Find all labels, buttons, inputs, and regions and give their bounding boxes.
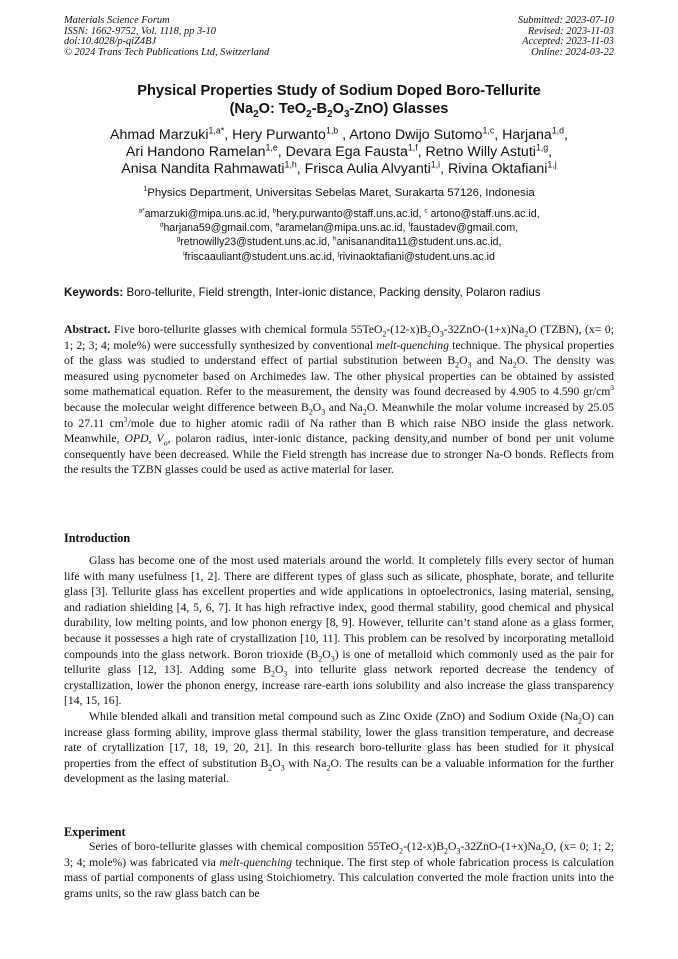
journal-doi: doi:10.4028/p-qiZ4BJ [64,36,157,48]
journal-name: Materials Science Forum [64,15,170,26]
author-name: Harjana [502,127,552,143]
keywords [64,286,624,300]
experiment-body [64,839,614,901]
publication-dates [518,16,614,58]
keywords-text: Boro-tellurite, Field strength, Inter-ionic distance, Packing density, Polaron radius [123,286,541,299]
author-name: Hery Purwanto [232,127,326,143]
author-line-1: Ahmad Marzuki$^{1,a*}$, Hery Purwanto$^{1,b}$ , Artono Dwijo Sutomo$^{1,c}$, Harjana$^{1,d}$, [109,125,568,143]
email-list [40,207,638,264]
abstract: Abstract. Five boro-tellurite glasses with chemical formula $55TeO_2-(12-x)B_2O_3-32ZnO-(1+x)Na_2O$ (TZBN), (x= 0; 1; 2; 3; 4; mole%) were successfully synthesized by conventional melt-quenching technique. The physical properties of the glass was studied to understand effect of partial substitution between $B_2O_3$ and $Na_2O$. The density was measured using pycnometer based on Archimedes law. The other physical properties can be obtained by assisted some mathematical equation. Refer to the measurement, the density was found decreased by 4.905 to 4.590 $gr/cm^3$ because the molecular weight difference between $B_2O_3$ and $Na_2O$. Meanwhile the molar volume increased by 25.05 to 27.11 $cm^3$/mole due to higher atomic radii of Na rather than B which raise NBO inside the glass network. Meanwhile, OPD, $V_o$, polaron radius, inter-ionic distance, packing density,and number of bond per unit volume consequently have been decreased. While the Field strength has increase due to stronger Na-O bonds. Reflects from the results the TZBN glasses could be used as active material for laser. [64,323,615,477]
author-line-2: Ari Handono Ramelan$^{1,e}$, Devara Ega Fausta$^{1,f}$, Retno Willy Astuti$^{1,g}$, [125,142,553,161]
author-line-3: Anisa Nandita Rahmawati$^{1,h}$, Frisca Aulia Alvyanti$^{1,i}$, Rivina Oktafiani$^{1,j}$ [121,159,557,178]
email-line-3: $^g$retnowilly23@student.uns.ac.id, $^h$anisanandita11@student.uns.ac.id, [176,235,502,249]
author-list [40,127,638,179]
keywords-label: Keywords: [64,286,124,299]
introduction-heading: Introduction [64,531,131,545]
author-name: Frisca Aulia Alvyanti [304,161,431,178]
title-line-1: Physical Properties Study of Sodium Doped Boro-Tellurite [137,83,541,99]
intro-paragraph-1: Glass has become one of the most used materials around the world. It completely fills every sector of human life with many usefulness [1, 2]. There are different types of glass such as silicate, phosphate, borate, and tellurite glass [3]. Tellurite glass has excellent properties and wide applications in optoelectronics, lasing material, sensing, and radiation shielding [4, 5, 6, 7]. It has high refractive index, good thermal stability, good chemical and physical durability, low melting points, and low phonon energy [8, 9]. However, tellurite can’t stand alone as a glass former, because it possesses a high rate of crystallization [10, 11]. This problem can be resolved by incorporating metalloid compounds into the glass network. Boron trioxide $(B_2O_3)$ is one of metalloid which commonly used as the pair for tellurite glass [12, 13]. Adding some $B_2O_3$ into tellurite glass network reported decrease the tendency of crystallization, lower the phonon energy, increase rare-earth ions solubility and also increase the glass transparency [14, 15, 16]. [64,554,614,708]
author-name: Retno Willy Astuti [425,144,536,161]
email-line-1: $^{a*}$amarzuki@mipa.uns.ac.id, $^b$hery.purwanto@staff.uns.ac.id, $^c$ artono@staff.uns.ac.id, [138,207,540,220]
date-accepted: Accepted: 2023-11-03 [522,36,614,48]
author-name: Ari Handono Ramelan [125,144,266,161]
journal-issn: ISSN: 1662-9752, Vol. 1118, pp 3-10 [64,25,216,37]
author-name: Anisa Nandita Rahmawati [121,161,285,178]
author-name: Ahmad Marzuki [109,127,209,143]
email-line-2: $^d$harjana59@gmail.com, $^e$aramelan@mipa.uns.ac.id, $^f$faustadev@gmail.com, [159,221,519,235]
abstract-label: Abstract. [64,323,111,336]
date-revised: Revised: 2023-11-03 [527,25,614,37]
paper-title [40,82,638,118]
experiment-heading: Experiment [64,825,126,839]
introduction-body [64,553,614,787]
journal-copyright: © 2024 Trans Tech Publications Ltd, Switzerland [64,46,270,58]
author-name: Devara Ega Fausta [285,144,408,161]
experiment-paragraph-1: Series of boro-tellurite glasses with chemical composition $55TeO_2-(12-x)B_2O_3-32ZnO-(1+x)Na_2O$, (x= 0; 1; 2; 3; 4; mole%) was fabricated via melt-quenching technique. The first step of whole fabrication process is calculation mass of partial components of glass using Stoichiometry. This calculation converted the mole fraction units into the grams units, so the raw glass batch can be [64,840,615,900]
author-name: Artono Dwijo Sutomo [349,127,483,143]
intro-paragraph-2: While blended alkali and transition metal compound such as Zinc Oxide (ZnO) and Sodium Oxide $(Na_2O)$ can increase glass forming ability, improve glass thermal stability, lower the glass transition temperature, and decrease rate of crytallization [17, 18, 19, 20, 21]. In this research boro-tellurite glass has been studied for it physical properties from the effect of substitution $B_2O_3$ with $Na_2O$. The results can be a valuable information for the further development as the lasing material. [64,709,615,786]
date-online: Online: 2024-03-22 [531,46,614,58]
author-name: Rivina Oktafiani [448,161,548,178]
title-line-2: ($Na_2O$: $TeO_2-B_2O_3-ZnO$) Glasses [229,101,449,120]
affiliation: $^1$Physics Department, Universitas Sebelas Maret, Surakarta 57126, Indonesia [143,186,535,199]
email-line-4: $^i$friscaauliant@student.uns.ac.id, $^j$rivinaoktafiani@student.uns.ac.id [183,250,495,263]
date-submitted: Submitted: 2023-07-10 [517,15,614,26]
journal-info [64,16,269,58]
